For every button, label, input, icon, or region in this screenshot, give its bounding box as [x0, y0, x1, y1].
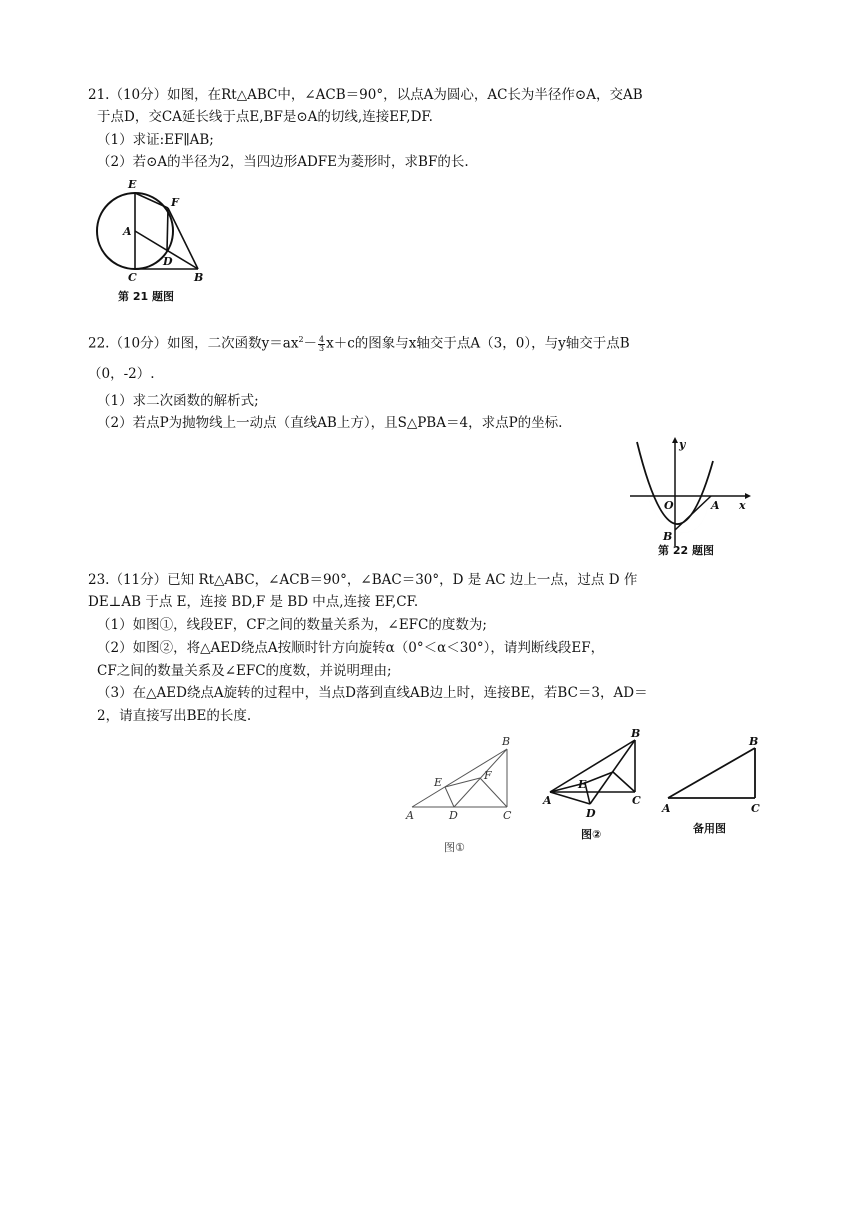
q23-part2a: （2）如图②，将△AED绕点A按顺时针方向旋转α（0°＜α＜30°），请判断线段EF， — [97, 640, 605, 656]
q22-line1-sup: 2 — [298, 335, 304, 344]
q21-line1: 21.（10分）如图，在Rt△ABC中，∠ACB＝90°，以点A为圆心，AC长为半径作⊙A，交AB — [88, 87, 643, 103]
q23-fig1-label-c: C — [503, 809, 512, 822]
q23-figure-1 — [402, 735, 522, 860]
q23-fig2-label-c: C — [632, 794, 641, 807]
q23-figure-2 — [540, 726, 660, 846]
q23-fig2-caption: 图② — [581, 828, 602, 841]
q23-fig1-label-e: E — [434, 776, 443, 789]
q22-frac-num: 4 — [319, 334, 325, 344]
q22-part1: （1）求二次函数的解析式; — [97, 393, 259, 409]
q22-line1 — [88, 331, 630, 353]
q23-part2b: CF之间的数量关系及∠EFC的度数，并说明理由; — [97, 663, 392, 679]
q23-fig1-caption: 图① — [444, 841, 465, 854]
q23-fig2-label-d: D — [586, 807, 596, 820]
q23-part3a: （3）在△AED绕点A旋转的过程中，当点D落到直线AB边上时，连接BE，若BC＝3，AD＝ — [97, 685, 648, 701]
q21-label-b: B — [194, 271, 204, 284]
q21-figure — [90, 176, 220, 306]
q23-fig1-label-b: B — [502, 735, 511, 748]
q22-fraction — [318, 336, 325, 353]
q22-line1-pre: 22.（10分）如图，二次函数y＝ax — [88, 335, 299, 352]
q22-caption: 第 22 题图 — [658, 544, 714, 557]
q23-line2: DE⊥AB 于点 E，连接 BD,F 是 BD 中点,连接 EF,CF. — [88, 594, 419, 610]
q21-label-a: A — [123, 225, 132, 238]
q23-fig1-label-a: A — [406, 809, 414, 822]
q23-fig2-label-e: E — [578, 778, 587, 791]
q21-label-d: D — [163, 255, 173, 268]
q21-line2: 于点D，交CA延长线于点E,BF是⊙A的切线,连接EF,DF. — [97, 109, 433, 125]
q21-part1: （1）求证:EF∥AB; — [97, 132, 214, 148]
q23-fig3-label-a: A — [662, 802, 671, 815]
q22-label-y: y — [679, 438, 686, 451]
q23-fig3-label-b: B — [749, 735, 759, 748]
q23-fig2-label-b: B — [631, 727, 641, 740]
q22-frac-den: 3 — [319, 343, 325, 353]
q23-part3b: 2，请直接写出BE的长度. — [97, 708, 252, 724]
q22-label-o: O — [664, 499, 674, 512]
q21-label-f: F — [171, 196, 179, 209]
q22-label-b: B — [663, 530, 673, 543]
q21-caption: 第 21 题图 — [118, 290, 174, 303]
q22-line1-minus: － — [303, 335, 318, 352]
q23-fig3-label-c: C — [751, 802, 760, 815]
q22-figure — [625, 436, 765, 561]
q21-label-c: C — [128, 271, 137, 284]
q23-figure-spare — [660, 734, 770, 839]
q23-fig1-label-d: D — [449, 809, 458, 822]
q22-line2: （0，-2）. — [88, 366, 155, 382]
q23-line1: 23.（11分）已知 Rt△ABC，∠ACB＝90°，∠BAC＝30°，D 是 AC 边上一点，过点 D 作 — [88, 572, 638, 588]
q21-part2: （2）若⊙A的半径为2，当四边形ADFE为菱形时，求BF的长. — [97, 154, 469, 170]
q22-line1-post: x＋c的图象与x轴交于点A（3，0），与y轴交于点B — [326, 335, 630, 352]
q23-part1: （1）如图①，线段EF，CF之间的数量关系为，∠EFC的度数为; — [97, 617, 487, 633]
q23-fig1-label-f: F — [484, 769, 492, 782]
q22-label-x: x — [739, 499, 746, 512]
q22-label-a: A — [711, 499, 720, 512]
q23-fig2-label-a: A — [543, 794, 552, 807]
q23-fig3-caption: 备用图 — [693, 822, 726, 835]
q22-part2: （2）若点P为抛物线上一动点（直线AB上方），且S△PBA＝4，求点P的坐标. — [97, 415, 563, 431]
q21-label-e: E — [128, 178, 137, 191]
